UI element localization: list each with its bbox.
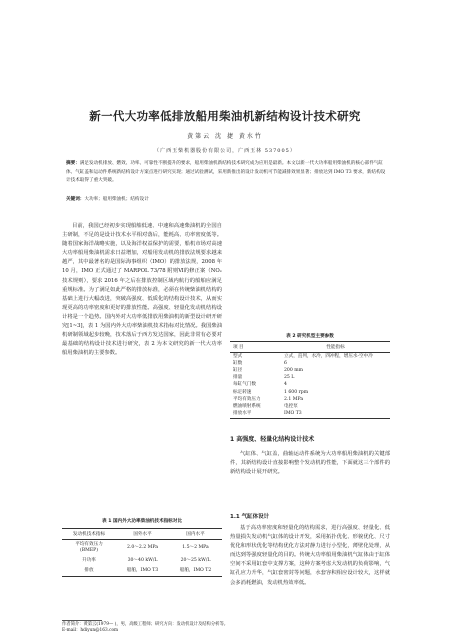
table2-cell: 2.1 MPa — [284, 396, 304, 402]
table2-cell: 燃油喷射系统 — [233, 403, 261, 409]
abstract — [66, 160, 386, 186]
table2-cell: IMO T3 — [284, 411, 302, 417]
table2-cell: 缸径 — [233, 367, 243, 373]
table2-row — [230, 396, 390, 403]
table1-row — [62, 566, 222, 577]
table1-row — [62, 540, 222, 557]
introduction-paragraph: 目前，我国已经初步实现船舶低速、中速和高速柴油机的全国自主研制，不足的是设计技术水平相对落后，能耗高、功率密度低等。随着国家海洋战略实施，以及海洋权益保护的需要，船机市场对高速大功率船用柴油机需求日益增加，对船用发动机的排放法规要求越来越严，其中最著名的是国际海事组织（IMO）的排放法规，2008 年10 月，IMO 正式通过了 MARPOL 73/78 附则Ⅵ的修正案（NOₓ 技术规则），要求 2016 年之后在排放控制区域内航行的船舶应满足重规标准。为了满足如此严格的排放标准，必须在传统柴油机结构的基础上进行大幅改进，突破高强度、低质化的结构设计技术，从而实现更高的功率密度和更好的排放性能。高强度、轻量化发动机结构设计将是一个趋势。国内外对大功率低排放用柴油机的新型设计研开研究[1~3]，表 1 为国内外大功率柴油机技术指标对比情况。我国柴油机研制领域起步较晚，技术落后于西方发达国家，因此非常有必要对最基础的结构设计技术进行研究，表 2 为本文研究的新一代大功率船用柴油机的主要参数。 — [62, 223, 222, 357]
table1 — [62, 528, 222, 577]
footnote-divider — [62, 620, 102, 621]
table2-header: 项 目 — [230, 342, 281, 353]
table2-cell: 电控泵 — [284, 403, 298, 409]
keywords-label: 关键词： — [66, 197, 85, 202]
abstract-text: 满足发动机排放、燃效、功率、可靠性不断提升的要求，船用柴油机新结构技术研究成为应用是最新。本文以新一代大功率船用柴油机的核心部件气缸体、气缸盖和运动件系统新结构设计方案点进行研究实现；通过试验测试，采用新推出的设计发动机可节能减排效果显著；排放达到 IMO T3 要求，新结构设计技术取得了重大突破。 — [66, 161, 386, 184]
table1-header-row — [62, 529, 222, 540]
table2-cell: 200 mm — [284, 367, 303, 373]
table2-cell: 缸数 — [233, 360, 243, 366]
table2-cell: 排放水平 — [233, 411, 252, 417]
table2-row — [230, 411, 390, 419]
table2-cell: 标定转速 — [233, 389, 252, 395]
table1-cell: 船舶，IMO T2 — [179, 568, 212, 573]
table2-row — [230, 389, 390, 396]
author-footnote: 作者简介：黄第云(1979— )，男，高级工程师；研究方向：发动机设计及结构分析等。 E-mail：hdiyun@163.com — [62, 622, 229, 633]
table2-row — [230, 367, 390, 374]
table2-row — [230, 382, 390, 389]
table2-cell: 每缸气门数 — [233, 382, 256, 388]
table2-row — [230, 360, 390, 367]
section1-heading: 1 高强度、轻量化结构设计技术 — [230, 436, 315, 443]
keywords-text: 大功率；船用柴油机；结构设计 — [84, 197, 149, 202]
table1-cell: 20～25 kW/L — [180, 558, 211, 563]
table2-header-row — [230, 342, 390, 353]
table2-cell: 25 L — [284, 375, 295, 381]
section1-paragraph: 气缸体、气缸盖，曲轴运动件系统为大功率船用柴油机的关键部件，其新结构设计直接影响整个发动机的性能，下面就这三个部件的新结构设计展开研究。 — [230, 451, 390, 476]
table2-header: 性能指标 — [281, 342, 390, 353]
section11-paragraph: 基于高功率密度和轻量化的结构需求，进行高强度、轻量化、低热量损失发动机气缸体的设计开发，采用拓扑优化、形貌优化、尺寸优化和形状优化等结构优化方法对静力进行小型化，薄壁化处理，从而达到等强度轻量化的目的。传统大功率船用柴油机气缸体由于缸体空间不采用缸套中支撑方案，这种方案考虑大发动机的负荷影响，气缸孔应力升华，气缸套密封等问题，水套容积相应设计较大，这样就会多消耗燃油，发动机热效率低。 — [230, 525, 390, 586]
table1-cell: 升功率 — [82, 558, 96, 563]
table2-row — [230, 375, 390, 382]
table1-cell: 30～40 kW/L — [127, 558, 158, 563]
table1-caption: 表 1 国内外大功率柴油机技术指标对比 — [102, 519, 182, 524]
table1-header: 发动机技术指标 — [62, 529, 116, 540]
paper-title: 新一代大功率低排放船用柴油机新结构设计技术研究 — [89, 109, 361, 123]
table1-cell: 船舶，IMO T3 — [126, 568, 159, 573]
table2-cell: 立式，直列，水冷，四冲程，增压水-空中冷 — [284, 353, 373, 359]
table2-caption: 表 2 研究机型主要参数 — [286, 334, 334, 339]
table1-cell: 2.0～2.2 MPa — [127, 545, 158, 550]
section11-heading: 1.1 气缸体设计 — [230, 514, 270, 520]
keywords — [66, 196, 386, 202]
table1-cell: 平均有效压力 (BMEP) — [75, 542, 103, 553]
table1-header: 国内水平 — [169, 529, 222, 540]
table1-row — [62, 556, 222, 566]
table2-cell: 1 600 rpm — [284, 389, 309, 395]
table2 — [230, 341, 390, 419]
table1-header: 国外水平 — [116, 529, 169, 540]
table2-row — [230, 353, 390, 361]
table1-cell: 排放 — [84, 568, 94, 573]
table2-cell: 排量 — [233, 375, 243, 381]
affiliation: （广西玉柴机器股份有限公司，广西玉林 537005） — [154, 148, 296, 154]
table2-cell: 平均有效压力 — [233, 396, 261, 402]
authors: 黄第云 沈 捷 黄水竹 — [187, 133, 263, 140]
table2-cell: 型式 — [233, 353, 243, 359]
table1-cell: 1.5～2 MPa — [182, 545, 209, 550]
table2-cell: 6 — [284, 360, 287, 366]
table2-row — [230, 403, 390, 410]
table2-cell: 4 — [284, 382, 287, 388]
abstract-label: 摘要： — [66, 161, 80, 166]
